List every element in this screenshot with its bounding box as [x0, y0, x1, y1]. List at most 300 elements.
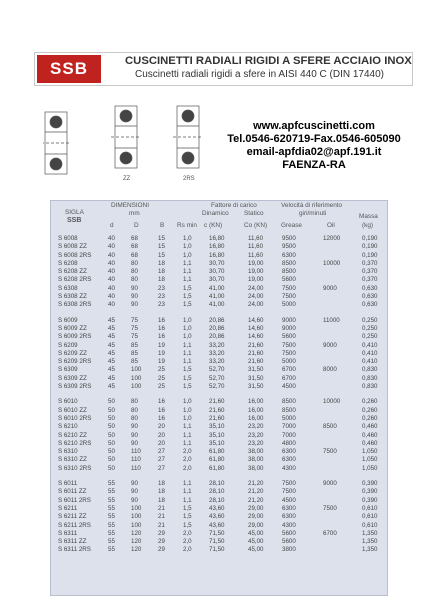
cell-rs: 1,1	[183, 268, 192, 276]
header-D: D	[134, 222, 139, 229]
cell-d: 55	[108, 513, 115, 521]
cell-static: 23,20	[248, 439, 264, 447]
cell-static: 38,00	[248, 456, 264, 464]
cell-D: 90	[131, 431, 138, 439]
cell-rs: 1,1	[183, 480, 192, 488]
cell-sigla: S 6010	[58, 398, 78, 406]
cell-mass: 0,460	[362, 439, 378, 447]
cell-rs: 1,1	[183, 358, 192, 366]
cell-mass: 1,350	[362, 529, 378, 537]
cell-D: 90	[131, 439, 138, 447]
city-text: FAENZA-RA	[282, 159, 346, 171]
cell-D: 80	[131, 406, 138, 414]
cell-rs: 1,0	[183, 406, 192, 414]
phone-fax-text: Tel.0546-620719-Fax.0546-605090	[227, 133, 401, 145]
cell-dynamic: 41,00	[209, 293, 225, 301]
header-c: c (KN)	[204, 222, 223, 229]
cell-sigla: S 6308	[58, 284, 78, 292]
cell-sigla: S 6209 ZZ	[58, 349, 87, 357]
cell-dynamic: 43,60	[209, 513, 225, 521]
table-row	[51, 260, 387, 268]
cell-rs: 1,1	[183, 488, 192, 496]
cell-d: 40	[108, 251, 115, 259]
cell-D: 75	[131, 316, 138, 324]
cell-grease: 5600	[282, 538, 296, 546]
cell-dynamic: 61,80	[209, 464, 225, 472]
cell-B: 18	[158, 496, 165, 504]
page-subtitle: Cuscinetti radiali rigidi a sfere in AISI 440 C (DIN 17440)	[135, 69, 385, 80]
email-text: email-apfdia02@apf.191.it	[246, 146, 382, 158]
header-grease: Grease	[281, 222, 302, 229]
cell-grease: 7000	[282, 431, 296, 439]
cell-grease: 6300	[282, 504, 296, 512]
table-row	[51, 530, 387, 538]
cell-static: 21,20	[248, 480, 264, 488]
header-dinamico: Dinamico	[202, 210, 229, 217]
cell-dynamic: 43,60	[209, 504, 225, 512]
group-separator	[51, 391, 387, 398]
cell-d: 45	[108, 349, 115, 357]
cell-grease: 9500	[282, 235, 296, 242]
cell-rs: 1,1	[183, 496, 192, 504]
cell-sigla: S 6310 ZZ	[58, 456, 87, 464]
contact-block	[214, 120, 414, 172]
cell-D: 80	[131, 268, 138, 276]
cell-sigla: S 6208	[58, 259, 78, 267]
cell-static: 16,00	[248, 398, 264, 406]
cell-d: 55	[108, 504, 115, 512]
cell-D: 90	[131, 480, 138, 488]
cell-d: 45	[108, 341, 115, 349]
cell-grease: 7500	[282, 341, 296, 349]
cell-D: 100	[131, 521, 142, 529]
cell-B: 19	[158, 349, 165, 357]
cell-D: 120	[131, 538, 142, 546]
cell-dynamic: 30,70	[209, 268, 225, 276]
cell-static: 21,60	[248, 349, 264, 357]
cell-mass: 1,350	[362, 546, 378, 554]
cell-D: 80	[131, 414, 138, 422]
cell-mass: 0,830	[362, 366, 378, 374]
cell-rs: 1,1	[183, 431, 192, 439]
cell-sigla: S 6211	[58, 504, 78, 512]
cell-d: 50	[108, 431, 115, 439]
cell-dynamic: 41,00	[209, 301, 225, 309]
cell-sigla: S 6210	[58, 423, 78, 431]
cell-d: 55	[108, 521, 115, 529]
cell-rs: 2,0	[183, 546, 192, 554]
cell-sigla: S 6309 2RS	[58, 383, 92, 391]
cell-mass: 0,190	[362, 235, 378, 242]
cell-d: 40	[108, 301, 115, 309]
table-row	[51, 398, 387, 406]
cell-B: 18	[158, 488, 165, 496]
header-rs: Rs min	[177, 222, 197, 229]
cell-dynamic: 21,60	[209, 398, 225, 406]
cell-d: 50	[108, 423, 115, 431]
header-co: Co (KN)	[244, 222, 268, 229]
table-row	[51, 252, 387, 260]
cell-D: 90	[131, 423, 138, 431]
catalog-page	[13, 12, 413, 590]
cell-rs: 1,0	[183, 243, 192, 251]
table-row	[51, 505, 387, 513]
cell-rs: 1,5	[183, 513, 192, 521]
bearing-section-drawings	[43, 104, 223, 184]
cell-grease: 5000	[282, 414, 296, 422]
cell-static: 11,60	[248, 235, 264, 242]
cell-dynamic: 16,80	[209, 243, 225, 251]
cell-grease: 8500	[282, 398, 296, 406]
cell-sigla: S 6308 2RS	[58, 301, 92, 309]
cell-mass: 0,250	[362, 324, 378, 332]
table-row	[51, 448, 387, 456]
cell-d: 50	[108, 456, 115, 464]
cell-B: 21	[158, 504, 165, 512]
cell-rs: 1,0	[183, 251, 192, 259]
cell-mass: 0,410	[362, 349, 378, 357]
cell-dynamic: 35,10	[209, 431, 225, 439]
cell-static: 14,60	[248, 324, 264, 332]
cell-grease: 4500	[282, 496, 296, 504]
cell-D: 100	[131, 513, 142, 521]
cell-sigla: S 6010 2RS	[58, 414, 92, 422]
cell-rs: 1,1	[183, 259, 192, 267]
cell-sigla: S 6209	[58, 341, 78, 349]
cell-rs: 1,5	[183, 366, 192, 374]
table-row	[51, 480, 387, 488]
cell-sigla: S 6211 2RS	[58, 521, 91, 529]
cell-mass: 0,370	[362, 276, 378, 284]
cell-D: 90	[131, 284, 138, 292]
cell-oil: 7500	[323, 504, 337, 512]
cell-mass: 0,250	[362, 316, 378, 324]
cell-dynamic: 61,80	[209, 448, 225, 456]
table-row	[51, 407, 387, 415]
cell-B: 15	[158, 235, 165, 242]
cell-D: 100	[131, 366, 142, 374]
table-row	[51, 488, 387, 496]
cell-grease: 7500	[282, 293, 296, 301]
cell-oil: 11000	[323, 316, 340, 324]
header-sigla: SIGLA	[65, 209, 84, 216]
cell-mass: 0,260	[362, 414, 378, 422]
cell-dynamic: 52,70	[209, 383, 225, 391]
header-giri: giri/minuti	[299, 210, 327, 217]
cell-d: 50	[108, 464, 115, 472]
table-row	[51, 375, 387, 383]
cell-rs: 1,1	[183, 276, 192, 284]
cell-dynamic: 30,70	[209, 259, 225, 267]
cell-mass: 0,190	[362, 251, 378, 259]
cell-B: 27	[158, 456, 165, 464]
cell-D: 100	[131, 504, 142, 512]
cell-dynamic: 41,00	[209, 284, 225, 292]
cell-sigla: S 6011 ZZ	[58, 488, 87, 496]
cell-D: 90	[131, 496, 138, 504]
cell-sigla: S 6008	[58, 235, 78, 242]
cell-sigla: S 6210 2RS	[58, 439, 92, 447]
cell-dynamic: 71,50	[209, 538, 225, 546]
cell-static: 29,00	[248, 521, 264, 529]
cell-dynamic: 20,86	[209, 316, 225, 324]
cell-mass: 0,630	[362, 284, 378, 292]
cell-D: 68	[131, 235, 138, 242]
cell-grease: 7000	[282, 423, 296, 431]
header-oil: Oil	[327, 222, 335, 229]
cell-B: 23	[158, 284, 165, 292]
cell-grease: 6300	[282, 456, 296, 464]
cell-grease: 7500	[282, 284, 296, 292]
cell-B: 29	[158, 538, 165, 546]
cell-static: 19,00	[248, 259, 264, 267]
cell-grease: 6300	[282, 448, 296, 456]
cell-B: 27	[158, 448, 165, 456]
drawing-label-zz: ZZ	[123, 176, 131, 182]
cell-mass: 0,190	[362, 243, 378, 251]
table-row	[51, 522, 387, 530]
cell-static: 31,50	[248, 374, 264, 382]
table-row	[51, 268, 387, 276]
cell-B: 29	[158, 529, 165, 537]
cell-grease: 5000	[282, 358, 296, 366]
cell-B: 15	[158, 243, 165, 251]
cell-D: 80	[131, 276, 138, 284]
cell-rs: 1,0	[183, 398, 192, 406]
cell-rs: 1,0	[183, 324, 192, 332]
cell-D: 80	[131, 259, 138, 267]
table-row	[51, 317, 387, 325]
cell-mass: 0,610	[362, 521, 378, 529]
cell-B: 20	[158, 431, 165, 439]
cell-oil: 8000	[323, 366, 337, 374]
table-row	[51, 415, 387, 423]
cell-grease: 6700	[282, 366, 296, 374]
cell-grease: 8500	[282, 406, 296, 414]
cell-d: 55	[108, 480, 115, 488]
cell-dynamic: 28,10	[209, 488, 225, 496]
cell-B: 25	[158, 383, 165, 391]
cell-static: 21,20	[248, 496, 264, 504]
cell-grease: 8500	[282, 268, 296, 276]
cell-d: 40	[108, 293, 115, 301]
table-row	[51, 235, 387, 243]
cell-mass: 0,410	[362, 358, 378, 366]
cell-dynamic: 16,80	[209, 251, 225, 259]
cell-d: 50	[108, 448, 115, 456]
header-B: B	[160, 222, 165, 229]
cell-sigla: S 6009	[58, 316, 78, 324]
cell-static: 21,60	[248, 341, 264, 349]
cell-grease: 5600	[282, 529, 296, 537]
cell-static: 21,60	[248, 358, 264, 366]
cell-rs: 1,0	[183, 316, 192, 324]
table-row	[51, 538, 387, 546]
cell-rs: 1,0	[183, 414, 192, 422]
table-row	[51, 285, 387, 293]
cell-rs: 1,5	[183, 374, 192, 382]
cell-sigla: S 6210 ZZ	[58, 431, 87, 439]
bearing-table	[50, 200, 388, 596]
cell-d: 45	[108, 333, 115, 341]
cell-grease: 4300	[282, 521, 296, 529]
table-row	[51, 293, 387, 301]
cell-d: 45	[108, 324, 115, 332]
cell-d: 45	[108, 366, 115, 374]
cell-rs: 2,0	[183, 456, 192, 464]
cell-dynamic: 43,60	[209, 521, 225, 529]
cell-static: 14,60	[248, 333, 264, 341]
cell-D: 110	[131, 456, 141, 464]
cell-D: 90	[131, 301, 138, 309]
cell-sigla: S 6208 ZZ	[58, 268, 87, 276]
cell-D: 110	[131, 448, 141, 456]
cell-sigla: S 6011	[58, 480, 78, 488]
cell-rs: 1,5	[183, 383, 192, 391]
cell-dynamic: 52,70	[209, 366, 225, 374]
cell-oil: 10000	[323, 398, 341, 406]
cell-grease: 7500	[282, 480, 296, 488]
header-brand: SSB	[67, 217, 82, 224]
cell-sigla: S 6011 2RS	[58, 496, 91, 504]
cell-D: 80	[131, 398, 138, 406]
cell-sigla: S 6311 ZZ	[58, 538, 87, 546]
cell-rs: 2,0	[183, 448, 192, 456]
cell-dynamic: 71,50	[209, 546, 225, 554]
cell-B: 23	[158, 293, 165, 301]
page-header	[34, 52, 413, 86]
cell-dynamic: 52,70	[209, 374, 225, 382]
cell-B: 15	[158, 251, 165, 259]
drawing-label-2rs: 2RS	[183, 176, 195, 182]
header-kg: (kg)	[362, 222, 374, 229]
cell-sigla: S 6308 ZZ	[58, 293, 87, 301]
cell-dynamic: 28,10	[209, 480, 225, 488]
cell-D: 85	[131, 358, 138, 366]
cell-sigla: S 6310	[58, 448, 78, 456]
cell-static: 45,00	[248, 529, 264, 537]
cell-oil: 12000	[323, 235, 341, 242]
cell-mass: 1,050	[362, 448, 378, 456]
bearing-drawings	[43, 104, 223, 184]
table-row	[51, 456, 387, 464]
cell-static: 29,00	[248, 513, 264, 521]
cell-grease: 9000	[282, 324, 296, 332]
website-text: www.apfcuscinetti.com	[253, 120, 375, 132]
cell-B: 18	[158, 259, 165, 267]
cell-static: 29,00	[248, 504, 264, 512]
cell-dynamic: 33,20	[209, 341, 225, 349]
table-row	[51, 333, 387, 341]
cell-D: 120	[131, 546, 142, 554]
cell-mass: 0,260	[362, 398, 378, 406]
cell-static: 16,00	[248, 414, 264, 422]
cell-rs: 1,5	[183, 284, 192, 292]
table-row	[51, 366, 387, 374]
cell-static: 45,00	[248, 546, 264, 554]
cell-oil: 10000	[323, 259, 341, 267]
cell-D: 85	[131, 349, 138, 357]
cell-d: 50	[108, 406, 115, 414]
cell-dynamic: 61,80	[209, 456, 225, 464]
cell-D: 120	[131, 529, 142, 537]
cell-static: 23,20	[248, 423, 264, 431]
cell-B: 18	[158, 268, 165, 276]
cell-mass: 0,830	[362, 374, 378, 382]
cell-D: 90	[131, 488, 138, 496]
cell-mass: 0,830	[362, 383, 378, 391]
cell-dynamic: 71,50	[209, 529, 225, 537]
cell-D: 90	[131, 293, 138, 301]
cell-grease: 4300	[282, 464, 296, 472]
cell-grease: 6300	[282, 251, 296, 259]
cell-mass: 0,630	[362, 293, 378, 301]
header-fattore: Fattore di carico	[211, 202, 257, 209]
cell-dynamic: 35,10	[209, 439, 225, 447]
header-statico: Statico	[244, 210, 264, 217]
table-row	[51, 350, 387, 358]
cell-B: 25	[158, 366, 165, 374]
cell-B: 16	[158, 398, 165, 406]
cell-sigla: S 6311 2RS	[58, 546, 91, 554]
cell-static: 11,60	[248, 251, 264, 259]
cell-D: 75	[131, 324, 138, 332]
cell-dynamic: 20,86	[209, 324, 225, 332]
cell-D: 68	[131, 251, 138, 259]
cell-D: 110	[131, 464, 141, 472]
cell-rs: 1,5	[183, 293, 192, 301]
cell-rs: 1,1	[183, 349, 192, 357]
cell-dynamic: 35,10	[209, 423, 225, 431]
cell-d: 40	[108, 259, 115, 267]
cell-static: 38,00	[248, 448, 264, 456]
cell-rs: 1,5	[183, 504, 192, 512]
cell-d: 55	[108, 488, 115, 496]
table-row	[51, 358, 387, 366]
cell-d: 50	[108, 398, 115, 406]
cell-grease: 5600	[282, 276, 296, 284]
cell-static: 24,00	[248, 301, 264, 309]
cell-B: 16	[158, 316, 165, 324]
cell-dynamic: 30,70	[209, 276, 225, 284]
cell-oil: 9000	[323, 480, 337, 488]
table-row	[51, 243, 387, 251]
cell-B: 27	[158, 464, 165, 472]
table-row	[51, 497, 387, 505]
cell-grease: 3800	[282, 546, 296, 554]
cell-grease: 5600	[282, 333, 296, 341]
cell-rs: 2,0	[183, 529, 192, 537]
cell-D: 100	[131, 374, 142, 382]
cell-sigla: S 6310 2RS	[58, 464, 92, 472]
cell-B: 19	[158, 358, 165, 366]
cell-B: 18	[158, 276, 165, 284]
cell-mass: 0,410	[362, 341, 378, 349]
cell-d: 50	[108, 414, 115, 422]
group-separator	[51, 310, 387, 317]
cell-sigla: S 6010 ZZ	[58, 406, 87, 414]
table-row	[51, 325, 387, 333]
cell-dynamic: 21,60	[209, 414, 225, 422]
cell-sigla: S 6008 2RS	[58, 251, 92, 259]
cell-B: 19	[158, 341, 165, 349]
cell-sigla: S 6211 ZZ	[58, 513, 87, 521]
cell-mass: 0,390	[362, 488, 378, 496]
cell-static: 16,00	[248, 406, 264, 414]
cell-D: 75	[131, 333, 138, 341]
cell-sigla: S 6208 2RS	[58, 276, 92, 284]
cell-rs: 1,5	[183, 521, 192, 529]
